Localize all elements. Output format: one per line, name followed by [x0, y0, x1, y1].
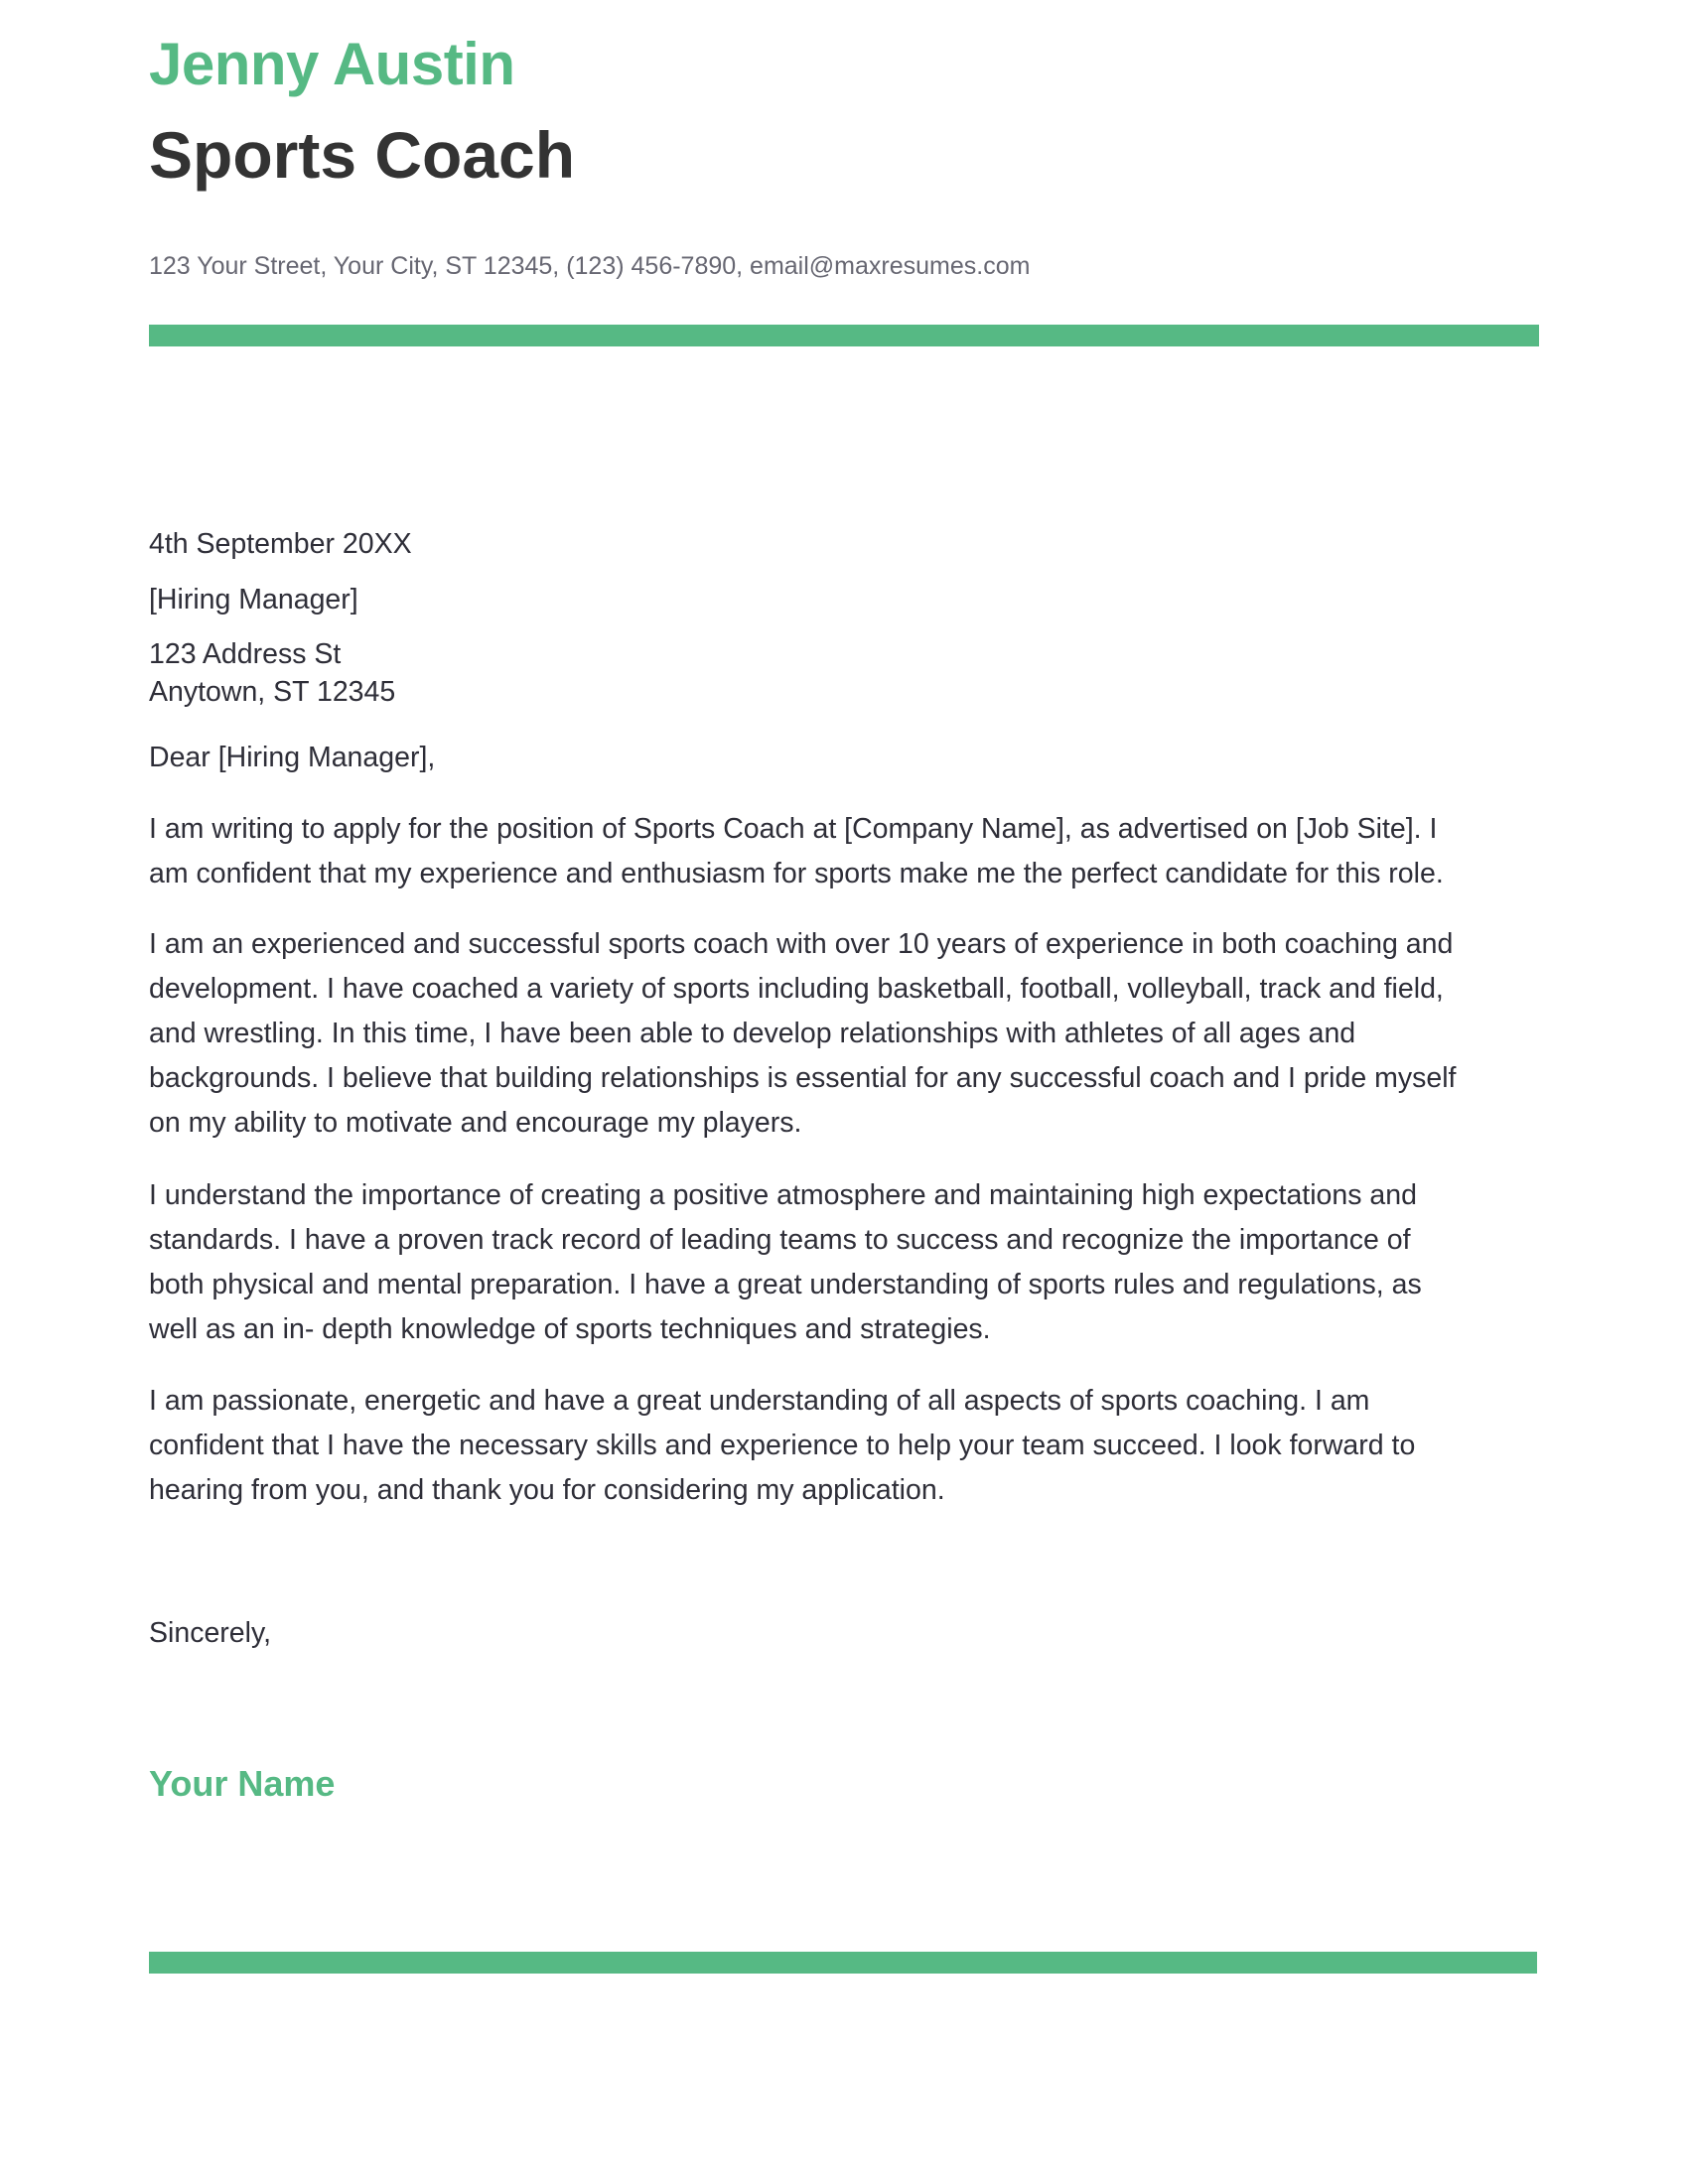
- contact-info: 123 Your Street, Your City, ST 12345, (123) 456-7890, email@maxresumes.com: [149, 252, 1031, 280]
- applicant-name: Jenny Austin: [149, 31, 515, 97]
- footer-divider: [149, 1952, 1537, 1974]
- paragraph-line: both physical and mental preparation. I have a great understanding of sports rules and regulations, as: [149, 1269, 1422, 1300]
- paragraph-line: and wrestling. In this time, I have been able to develop relationships with athletes of all ages and: [149, 1018, 1356, 1049]
- paragraph-line: I am passionate, energetic and have a great understanding of all aspects of sports coaching. I am: [149, 1385, 1370, 1417]
- address-line: 123 Address St: [149, 638, 342, 670]
- paragraph-line: backgrounds. I believe that building relationships is essential for any successful coach and I pride myself: [149, 1062, 1457, 1094]
- paragraph-line: I am writing to apply for the position of Sports Coach at [Company Name], as advertised on [Job Site]. I: [149, 813, 1438, 845]
- paragraph-line: confident that I have the necessary skills and experience to help your team succeed. I look forward to: [149, 1430, 1416, 1461]
- paragraph-line: well as an in- depth knowledge of sports techniques and strategies.: [149, 1313, 991, 1345]
- paragraph-line: on my ability to motivate and encourage my players.: [149, 1107, 802, 1139]
- header-divider: [149, 325, 1539, 346]
- salutation: Dear [Hiring Manager],: [149, 742, 436, 773]
- recipient: [Hiring Manager]: [149, 584, 358, 615]
- letter-date: 4th September 20XX: [149, 528, 412, 560]
- paragraph-line: standards. I have a proven track record of leading teams to success and recognize the importance of: [149, 1224, 1411, 1256]
- paragraph-line: development. I have coached a variety of sports including basketball, football, volleyball, track and field,: [149, 973, 1444, 1005]
- paragraph-line: I am an experienced and successful sports coach with over 10 years of experience in both coaching and: [149, 928, 1454, 960]
- job-title: Sports Coach: [149, 118, 576, 192]
- signature-name: Your Name: [149, 1763, 336, 1804]
- closing: Sincerely,: [149, 1617, 272, 1649]
- paragraph-line: hearing from you, and thank you for considering my application.: [149, 1474, 945, 1506]
- paragraph-line: I understand the importance of creating a positive atmosphere and maintaining high expectations and: [149, 1179, 1417, 1211]
- paragraph-line: am confident that my experience and enthusiasm for sports make me the perfect candidate for this role.: [149, 858, 1444, 889]
- address-line: Anytown, ST 12345: [149, 676, 396, 708]
